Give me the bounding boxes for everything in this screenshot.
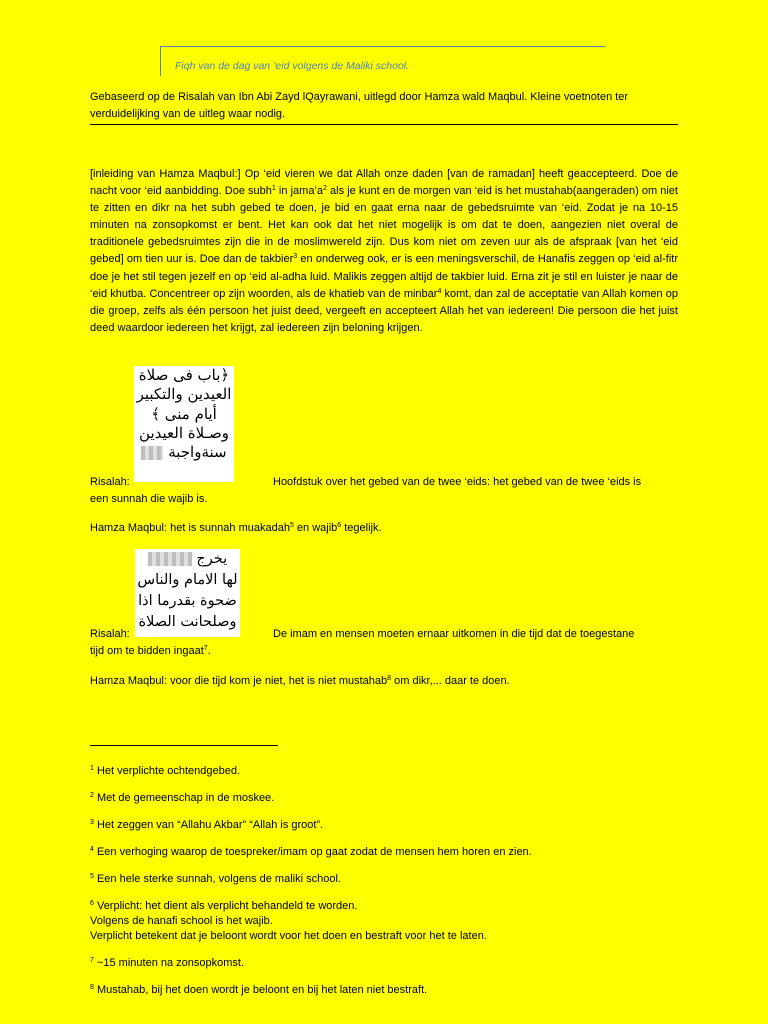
arabic-text-image-1: ﴿باب فى صلاة العيدين والتكبير أيام منى ﴾ وصـلاة العيدين سنةواجبة — [134, 366, 234, 482]
risalah-text-1: Hoofdstuk over het gebed van de twee ‘eids: het gebed van de twee ‘eids is — [273, 476, 642, 488]
hamza-comment-1: Hamza Maqbul: het is sunnah muakadah$^5$ en wajib$^6$ tegelijk. — [90, 522, 382, 534]
footnote-ref-1[interactable]: 1 — [271, 185, 276, 193]
footnote-5: $^5$ Een hele sterke sunnah, volgens de maliki school. — [90, 873, 341, 885]
risalah-text-2-cont: tijd om te bidden ingaat$^7$. — [90, 645, 211, 657]
footnote-4: $^4$ Een verhoging waarop de toespreker/imam op gaat zodat de mensen hem horen en zien. — [90, 846, 532, 858]
risalah-label-1: Risalah: — [90, 476, 130, 488]
footnote-2: $^2$ Met de gemeenschap in de moskee. — [90, 792, 275, 804]
footnote-ref-3[interactable]: 3 — [293, 253, 298, 261]
intro-text: Gebaseerd op de Risalah van Ibn Abi Zayd lQayrawani, uitlegd door Hamza wald Maqbul. Kleine voetnoten ter verduidelijking van de uitleg waar nodig. — [90, 91, 629, 120]
footnote-ref-4[interactable]: 4 — [437, 287, 442, 295]
footnote-ref-2[interactable]: 2 — [323, 185, 327, 193]
risalah-text-2: De imam en mensen moeten ernaar uitkomen in die tijd dat de toegestane — [273, 628, 635, 640]
hamza-comment-2: Hamza Maqbul: voor die tijd kom je niet, het is niet mustahab$^8$ om dikr,... daar te doen. — [90, 675, 510, 687]
footnote-8: $^8$ Mustahab, bij het doen wordt je beloont en bij het laten niet bestraft. — [90, 984, 428, 996]
footnote-ref-7[interactable]: 7 — [203, 645, 208, 652]
footnote-ref-5[interactable]: 5 — [289, 522, 294, 529]
blurred-region — [148, 552, 192, 566]
footnote-7: $^7$ ~15 minuten na zonsopkomst. — [90, 957, 245, 969]
footnote-6: $^6$ Verplicht: het dient als verplicht behandeld te worden. Volgens de hanafi school is het wajib. Verplicht betekent dat je beloont wordt voor het doen en bestraft voor het te laten. — [90, 900, 487, 942]
footnote-ref-6[interactable]: 6 — [337, 522, 342, 529]
main-paragraph: [inleiding van Hamza Maqbul:] Op ‘eid vieren we dat Allah onze daden [van de ramadan] heeft geaccepteerd. Doe de nacht voor ‘eid aanbidding. Doe subh$^1$ in $jama’a^2$ als je kunt en de morgen van ‘eid is het mustahab(aangeraden) om niet te zitten en dikr na het subh gebed te doen, je bid en gaat erna naar de gebedsruimte van ‘eid. Zodat je na 10-15 minuten na zonsopkomst er bent. Het kan ook dat het niet mogelijk is om dat te doen, aangezien niet overal de traditionele gebedsruimtes zijn die in de moslimwereld zijn. Dus kom niet om zeven uur als de afspraak [van het ‘eid gebed] om tien uur is. Doe dan de takbier$^3$ en onderweg ook, er is een meningsverschil, de Hanafis zeggen op ‘eid al-fitr doe je het stil tegen jezelf en op ‘eid al-adha luid. Malikis zeggen altijd de takbier luid. Erna zit je stil en luister je naar de ‘eid khutba. Concentreer op zijn woorden, als de khatieb van de minbar$^4$ komt, dan zal de acceptatie van Allah komen op die groep, zelfs als één persoon het juist deed, vergeeft en accepteert Allah het van iedereen! Die persoon die het juist deed waardoor iedereen het krijgt, zal iedereen zijn beloning krijgen. — [90, 168, 678, 334]
footnote-ref-8[interactable]: 8 — [387, 675, 392, 682]
document-title: Fiqh van de dag van ‘eid volgens de Maliki school. — [175, 60, 410, 72]
intro-divider — [90, 124, 678, 125]
risalah-label-2: Risalah: — [90, 628, 130, 640]
blurred-region — [141, 446, 163, 460]
arabic-text-image-2: يخرج لها الامام والناس ضحوة بقدرما اذا وصلحانت الصلاة — [135, 549, 240, 637]
footnote-divider — [90, 745, 278, 746]
footnote-3: $^3$ Het zeggen van “Allahu Akbar” “Allah is groot”. — [90, 819, 324, 831]
footnote-1: $^1$ Het verplichte ochtendgebed. — [90, 765, 241, 777]
risalah-text-1-cont: een sunnah die wajib is. — [90, 493, 208, 505]
